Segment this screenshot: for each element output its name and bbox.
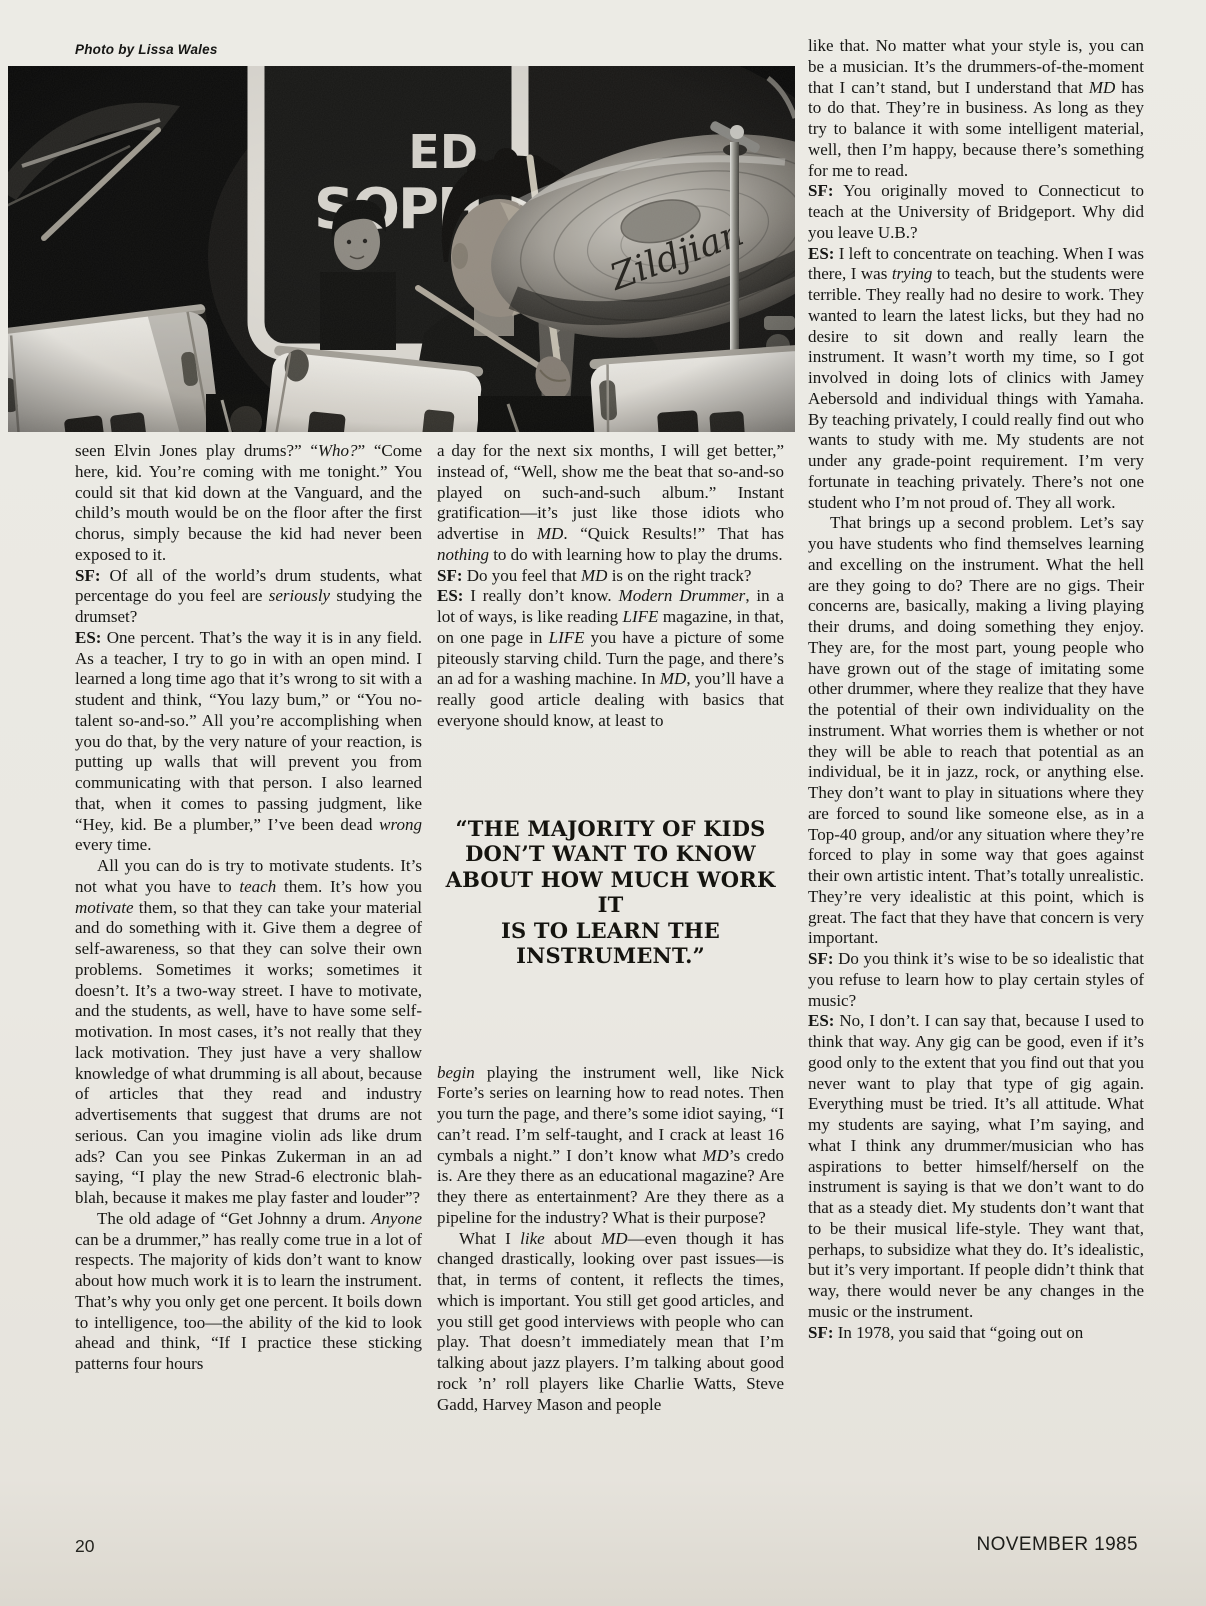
article-paragraph: SF: Do you think it’s wise to be so idealistic that you refuse to learn how to play certain styles of music? bbox=[808, 949, 1144, 1010]
article-column-3 bbox=[808, 36, 1144, 1343]
page-number: 20 bbox=[75, 1536, 95, 1556]
pull-quote-line: INSTRUMENT.” bbox=[516, 943, 705, 968]
article-paragraph: ES: I really don’t know. Modern Drummer, in a lot of ways, is like reading LIFE magazine, in that, on one page in LIFE you have a picture of some piteously starving child. Turn the page, and there’s an ad for a washing machine. In MD, you’ll have a really good article dealing with basics that everyone should know, at least to bbox=[437, 586, 785, 730]
article-column-1 bbox=[75, 441, 422, 1375]
article-paragraph: SF: In 1978, you said that “going out on bbox=[808, 1322, 1084, 1342]
photo-credit: Photo by Lissa Wales bbox=[75, 42, 218, 57]
article-paragraph: ES: No, I don’t. I can say that, because I used to think that way. Any gig can be good, even if it’s good only to the extent that you find out that you never want to play that type of gig again. Everything must be tried. It’s all attitude. What my students are saying, what I’m saying, and what I think any drummer/musician who has aspirations to better himself/herself on the instrument is saying is that we don’t want to do that as a steady diet. My students don’t want that to be their musical life-style. They want that, perhaps, to subsidize what they do. It’s idealistic, but it’s very important. If people didn’t think that way, there would never be any changes in the music or the instrument. bbox=[808, 1011, 1144, 1321]
article-paragraph: SF: You originally moved to Connecticut to teach at the University of Bridgeport. Why did you leave U.B.? bbox=[808, 181, 1144, 242]
drummer-photo bbox=[8, 66, 795, 432]
issue-date: NOVEMBER 1985 bbox=[976, 1534, 1138, 1555]
article-column-2 bbox=[437, 441, 784, 1415]
article-paragraph: seen Elvin Jones play drums?” “Who?” “Come here, kid. You’re coming with me tonight.” You could sit that kid down at the Vanguard, and the child’s mouth would be on the floor after the first chorus, simply because the kid had never been exposed to it. bbox=[75, 441, 422, 564]
speaker-label: ES: bbox=[75, 627, 102, 647]
article-column-2-bottom bbox=[437, 1063, 784, 1416]
speaker-label: ES: bbox=[808, 1011, 835, 1031]
speaker-label: SF: bbox=[808, 181, 834, 201]
article-paragraph: That brings up a second problem. Let’s say you have students who find themselves learning and excelling on the instrument. What the hell are they going to do? There are no gigs. Their concerns are, basically, making a living playing their drums, and doing something they enjoy. They are, for the most part, young people who have grown out of the stage of imitating some other drummer, where they realize that they have the potential of their own individuality on the instrument. What worries them is whether or not they will be able to reach that potential as an individual, be it in jazz, rock, or anything else. They don’t want to play in situations where they are forced to sound like someone else, as in a Top-40 group, and/or any situation where they’re forced to play in some way that goes against their own artistic intent. That’s totally unrealistic. They’re very idealistic at this point, which is great. The fact that they have that concern is very important. bbox=[808, 513, 1144, 948]
speaker-label: SF: bbox=[437, 565, 463, 585]
article-paragraph: begin playing the instrument well, like Nick Forte’s series on learning how to read notes. Then you turn the page, and there’s some idiot saying, “I can’t read. I’m self-taught, and I crack at least 16 cymbals a night.” I don’t know what MD’s credo is. Are they there as an educational magazine? Are they there as entertainment? Are they there as a pipeline for the industry? What is their purpose? bbox=[437, 1062, 784, 1227]
article-paragraph: SF: Of all of the world’s drum students, what percentage do you feel are seriously studying the drumset? bbox=[75, 565, 422, 626]
speaker-label: SF: bbox=[808, 949, 834, 968]
pull-quote-line: IS TO LEARN THE bbox=[500, 917, 721, 943]
article-paragraph: ES: I left to concentrate on teaching. When I was there, I was trying to teach, but the students were terrible. They really had no desire to work. They wanted to learn the latest licks, but they had no desire to sit down and really learn the instrument. It wasn’t worth my time, so I got involved in doing lots of clinics with Jamey Aebersold and individual things with Yamaha. By teaching privately, I could really find out who wants to study with me. My students are not under any grade-point requirement. I’m very fortunate in teaching privately. There’s not one student who I’m not proud of. They all work. bbox=[808, 243, 1145, 512]
pull-quote-line: “THE MAJORITY OF KIDS bbox=[455, 815, 766, 841]
drummer-photo-illustration bbox=[8, 66, 795, 432]
article-column-2-top bbox=[437, 441, 784, 732]
article-paragraph: The old adage of “Get Johnny a drum. Anyone can be a drummer,” has really come true in a lot of respects. The majority of kids don’t want to know about how much work it is to learn the instrument. That’s why you only get one percent. It boils down to intelligence, too—the ability of the kid to look ahead and think, “If I practice these sticking patterns four hours bbox=[75, 1208, 422, 1373]
speaker-label: ES: bbox=[437, 586, 464, 606]
article-paragraph: ES: One percent. That’s the way it is in any field. As a teacher, I try to go in with an open mind. I learned a long time ago that it’s wrong to sit with a student and think, “You lazy bum,” or “You no-talent so-and-so.” All you’re accomplishing when you do that, by the very nature of your reaction, is putting up walls that will prevent you from communicating with that person. I also learned that, when it comes to passing judgment, like “Hey, kid. Be a plumber,” I’ve been dead wrong every time. bbox=[75, 627, 422, 855]
article-paragraph: like that. No matter what your style is, you can be a musician. It’s the drummers-of-the-moment that I can’t stand, but I understand that MD has to do that. They’re in business. As long as they try to balance it with some intelligent material, well, then I’m happy, because there’s something for me to read. bbox=[808, 36, 1144, 180]
speaker-label: SF: bbox=[808, 1322, 834, 1342]
article-paragraph: What I like about MD—even though it has changed drastically, looking over past issues—is that, in terms of content, it reflects the times, which is important. You still get good articles, and you still get good interviews with people who can play. That doesn’t immediately mean that I’m talking about jazz players. I’m talking about good rock ’n’ roll players like Charlie Watts, Steve Gadd, Harvey Mason and people bbox=[437, 1228, 784, 1414]
pull-quote bbox=[437, 816, 784, 969]
article-paragraph: All you can do is try to motivate students. It’s not what you have to teach them. It’s how you motivate them, so that they can take your material and do something with it. Give them a degree of self-awareness, so that they can solve their own problems. Sometimes it works; sometimes it doesn’t. It’s a two-way street. I have to motivate, and the students, as well, have to have some self-motivation. In most cases, it’s not really that they lack motivation. They just have a very shallow knowledge of what drumming is all about, because of articles that they read and industry advertisements that suggest that drums are not serious. Can you imagine violin ads like drum ads? Can you see Pinkas Zukerman in an ad saying, “I play the new Strad-6 electronic blah-blah, because it makes me play faster and louder”? bbox=[75, 856, 422, 1207]
pull-quote-line: DON’T WANT TO KNOW bbox=[465, 841, 756, 866]
speaker-label: ES: bbox=[808, 243, 835, 263]
pull-quote-line: ABOUT HOW MUCH WORK IT bbox=[445, 866, 776, 917]
article-paragraph: a day for the next six months, I will get better,” instead of, “Well, show me the beat that so-and-so played on such-and-such album.” Instant gratification—it’s just like those idiots who advertise in MD. “Quick Results!” That has nothing to do with learning how to play the drums. bbox=[437, 441, 784, 564]
speaker-label: SF: bbox=[75, 565, 101, 585]
article-paragraph: SF: Do you feel that MD is on the right track? bbox=[437, 565, 752, 585]
